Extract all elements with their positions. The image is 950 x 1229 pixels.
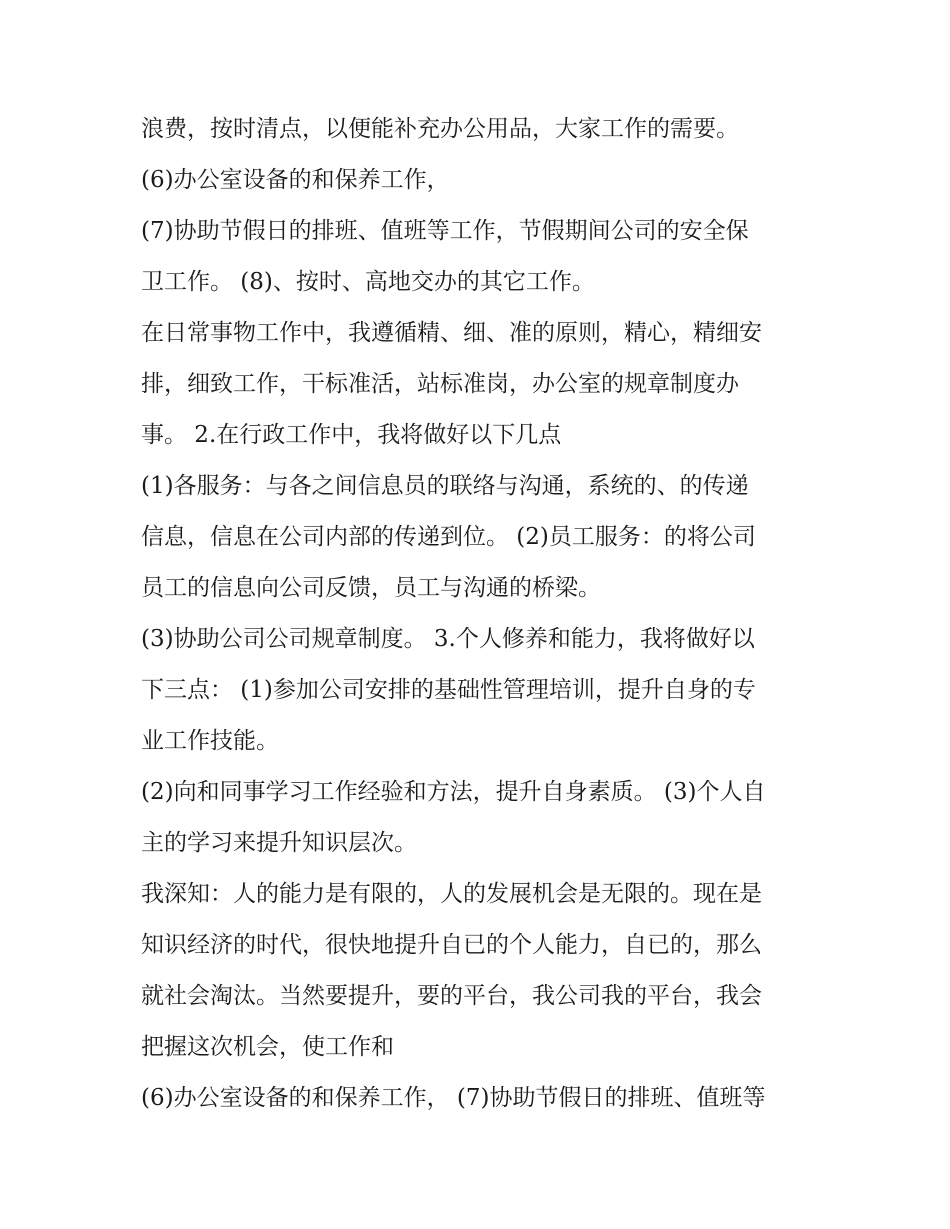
text-line: 就社会淘汰。当然要提升，要的平台，我公司我的平台，我会	[141, 983, 762, 1009]
text-line: (6)办公室设备的和保养工作，	[141, 167, 450, 193]
text-line: 事。 2.在行政工作中，我将做好以下几点	[141, 422, 562, 448]
text-line: 知识经济的时代，很快地提升自已的个人能力，自已的，那么	[141, 932, 762, 958]
text-line: 在日常事物工作中，我遵循精、细、准的原则，精心，精细安	[141, 320, 762, 346]
text-line: (3)协助公司公司规章制度。 3.个人修养和能力，我将做好以	[141, 626, 755, 652]
text-line: 主的学习来提升知识层次。	[141, 830, 417, 856]
text-line: 排，细致工作，干标准活，站标准岗，办公室的规章制度办	[141, 371, 739, 397]
text-line: (1)各服务：与各之间信息员的联络与沟通，系统的、的传递	[141, 473, 749, 499]
text-line: 业工作技能。	[141, 728, 279, 754]
document-body	[141, 104, 821, 1124]
text-line: 信息，信息在公司内部的传递到位。 (2)员工服务：的将公司	[141, 524, 756, 550]
text-line: 我深知：人的能力是有限的，人的发展机会是无限的。现在是	[141, 881, 762, 907]
text-line: (7)协助节假日的排班、值班等工作，节假期间公司的安全保	[141, 218, 749, 244]
text-line: 员工的信息向公司反馈，员工与沟通的桥梁。	[141, 575, 601, 601]
text-line: (2)向和同事学习工作经验和方法，提升自身素质。 (3)个人自	[141, 779, 766, 805]
text-line: 卫工作。 (8)、按时、高地交办的其它工作。	[141, 269, 595, 295]
text-line: (6)办公室设备的和保养工作， (7)协助节假日的排班、值班等	[141, 1085, 766, 1111]
text-line: 下三点： (1)参加公司安排的基础性管理培训，提升自身的专	[141, 677, 756, 703]
text-line: 浪费，按时清点，以便能补充办公用品，大家工作的需要。	[141, 116, 739, 142]
text-line: 把握这次机会，使工作和	[141, 1034, 394, 1060]
